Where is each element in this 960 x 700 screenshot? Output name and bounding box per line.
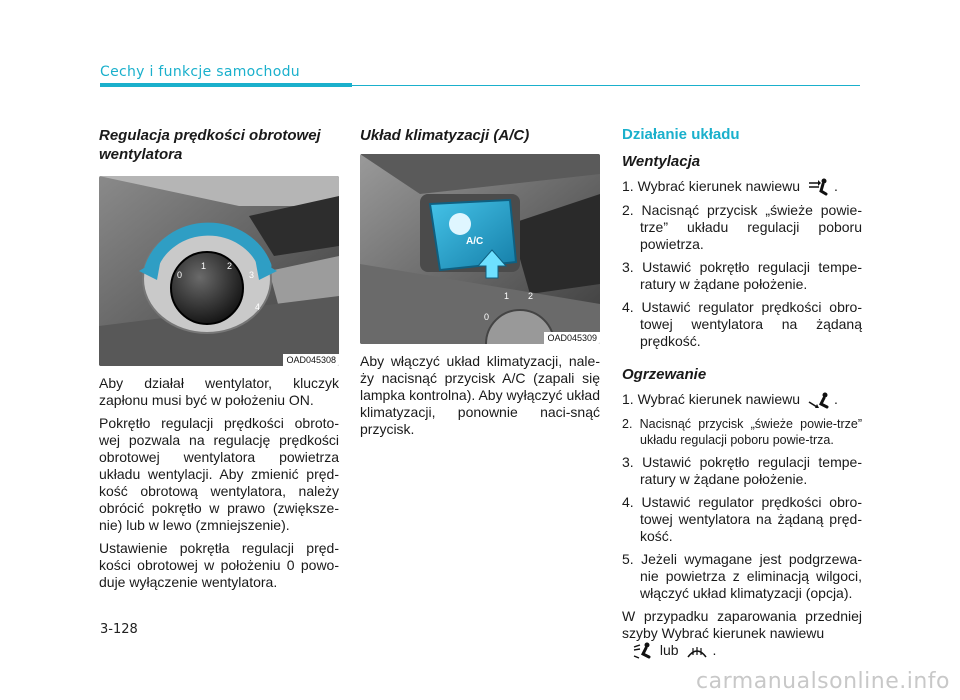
step-text: . xyxy=(833,178,838,194)
note-or: lub xyxy=(659,641,679,658)
heating-steps xyxy=(622,391,862,601)
step-text: . xyxy=(833,391,838,408)
paragraph: Aby włączyć układ klimatyzacji, nale-ży nacisnąć przycisk A/C (zapali się lampka kontrolna). Aby wyłączyć układ klimatyzacji, ponownie naci-snąć przycisk. xyxy=(360,353,600,437)
header-accent-bar xyxy=(100,83,352,87)
knob-number-2: 2 xyxy=(227,261,233,271)
list-item xyxy=(622,178,862,196)
watermark: carmanualsonline.info xyxy=(696,669,950,694)
subheading-ventilation: Wentylacja xyxy=(622,153,701,170)
step-text: 1. Wybrać kierunek nawiewu xyxy=(622,178,801,194)
fan-knob-illustration xyxy=(99,176,339,366)
list-item: 3. Ustawić pokrętło regulacji tempe-ratury w żądane położenie. xyxy=(622,259,862,293)
section-heading-operation: Działanie układu xyxy=(622,126,740,143)
list-item xyxy=(622,391,862,409)
page-number: 3-128 xyxy=(100,622,138,637)
paragraph: Aby działał wentylator, kluczyk zapłonu musi być w położeniu ON. xyxy=(99,375,339,408)
column-system-operation xyxy=(622,126,862,666)
paragraph: Pokrętło regulacji prędkości obroto-wej pozwala na regulację prędkości obrotowej wentylatora powietrza układu wentylacji. Aby zmienić pręd-kość obrotową wentylatora, należy obrócić pokrętło w prawo (zwiększe-nie) lub w lewo (zmniejszenie). xyxy=(99,415,339,533)
subheading-heating: Ogrzewanie xyxy=(622,366,707,384)
face-vent-icon xyxy=(808,178,830,196)
knob-number-1: 1 xyxy=(201,261,207,271)
defog-note xyxy=(622,608,862,660)
knob-number-0: 0 xyxy=(484,312,490,322)
knob-number-4: 4 xyxy=(255,302,261,312)
knob-number-3: 3 xyxy=(249,270,255,280)
step-text: 1. Wybrać kierunek nawiewu xyxy=(622,391,801,408)
list-item: 4. Ustawić regulator prędkości obro-towej wentylatora na żądaną pręd-kość. xyxy=(622,493,862,544)
floor-defrost-icon xyxy=(632,642,652,660)
ac-button-label: A/C xyxy=(466,236,484,247)
list-item: 2. Nacisnąć przycisk „świeże powie-trze” układu regulacji poboru powie-trza. xyxy=(622,416,862,447)
figure-ac-button xyxy=(360,154,600,344)
ac-button-illustration xyxy=(360,154,600,344)
list-item: 5. Jeżeli wymagane jest podgrzewa-nie powietrza z eliminacją wilgoci, włączyć układ klimatyzacji (opcja). xyxy=(622,550,862,601)
header-rule xyxy=(352,85,860,86)
column-fan-speed xyxy=(99,126,339,597)
note-text: W przypadku zaparowania przedniej szyby Wybrać kierunek nawiewu xyxy=(622,607,862,641)
ventilation-steps xyxy=(622,178,862,350)
defrost-icon xyxy=(686,643,708,659)
paragraph: Ustawienie pokrętła regulacji pręd-kości obrotowej w położeniu 0 powo-duje wyłączenie wentylatora. xyxy=(99,540,339,590)
figure-code: OAD045309 xyxy=(544,332,600,344)
note-end: . xyxy=(712,641,717,658)
header-title: Cechy i funkcje samochodu xyxy=(100,64,300,80)
knob-number-1: 1 xyxy=(504,291,510,301)
section-heading-fan-speed: Regulacja prędkości obrotowej wentylatora xyxy=(99,127,321,163)
floor-vent-icon xyxy=(808,392,830,410)
section-heading-ac: Układ klimatyzacji (A/C) xyxy=(360,127,530,144)
figure-fan-knob xyxy=(99,176,339,366)
figure-code: OAD045308 xyxy=(283,354,339,366)
list-item: 2. Nacisnąć przycisk „świeże powie-trze” układu regulacji poboru powietrza. xyxy=(622,202,862,253)
list-item: 3. Ustawić pokrętło regulacji tempe-ratury w żądane położenie. xyxy=(622,453,862,487)
knob-number-0: 0 xyxy=(177,270,183,280)
knob-number-2: 2 xyxy=(528,291,534,301)
list-item: 4. Ustawić regulator prędkości obro-towej wentylatora na żądaną prędkość. xyxy=(622,299,862,350)
column-air-conditioning xyxy=(360,126,600,444)
